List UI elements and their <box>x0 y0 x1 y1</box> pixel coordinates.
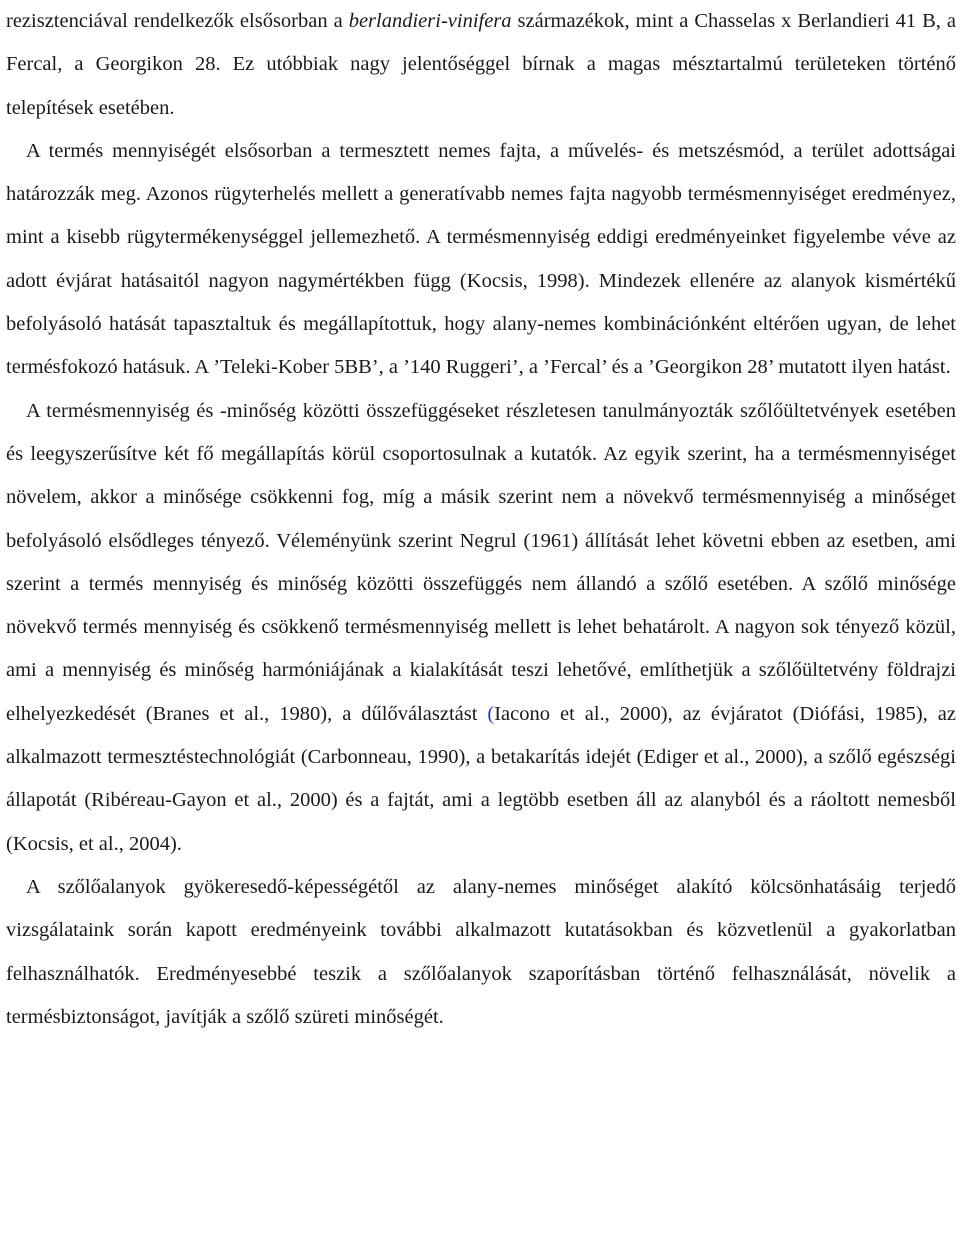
paragraph-2 <box>6 130 956 390</box>
text-run: Iacono et al., 2000), az évjáratot (Diófási, 1985), az alkalmazott termesztéstechnológiát (Carbonneau, 1990), a betakarítás idejét (Ediger et al., 2000), a szőlő egészségi állapotát (Ribéreau-Gayon et al., 2000) és a fajtát, ami a legtöbb esetben áll az alanyból és a ráoltott nemesből (Kocsis, et al., 2004). <box>6 702 956 855</box>
text-run: rezisztenciával rendelkezők elsősorban a <box>6 10 349 32</box>
paragraph-4 <box>6 866 956 1039</box>
text-run: származékok, mint a Chasselas x Berlandieri 41 B, a Fercal, a Georgikon 28. Ez utóbbiak nagy jelentőséggel bírnak a magas mésztartalmú területeken történő telepítések esetében. <box>6 10 956 119</box>
document-page <box>6 0 956 1039</box>
text-run: A szőlőalanyok gyökeresedő-képességétől az alany-nemes minőséget alakító kölcsönhatásáig terjedő vizsgálataink során kapott eredményeink további alkalmazott kutatásokban és közvetlenül a gyakorlatban felhasználhatók. Eredményesebbé teszik a szőlőalanyok szaporításban történő felhasználását, növelik a termésbiztonságot, javítják a szőlő szüreti minőségét. <box>6 875 956 1028</box>
text-run: A termésmennyiség és -minőség közötti összefüggéseket részletesen tanulmányozták szőlőültetvények esetében és leegyszerűsítve két fő megállapítás körül csoportosulnak a kutatók. Az egyik szerint, ha a termésmennyiséget növelem, akkor a minősége csökkenni fog, míg a másik szerint nem a növekvő termésmennyiség a minőséget befolyásoló elsődleges tényező. Véleményünk szerint Negrul (1961) állítását lehet követni ebben az esetben, ami szerint a termés mennyiség és minőség közötti összefüggés nem állandó a szőlő esetében. A szőlő minősége növekvő termés mennyiség és csökkenő termésmennyiség mellett is lehet behatárolt. A nagyon sok tényező közül, ami a mennyiség és minőség harmóniájának a kialakítását teszi lehetővé, említhetjük a szőlőültetvény földrajzi elhelyezkedését (Branes et al., 1980), a dűlőválasztást <box>6 399 956 725</box>
italic-term: berlandieri-vinifera <box>348 10 512 32</box>
blue-parenthesis: ( <box>487 702 495 725</box>
paragraph-3 <box>6 390 956 866</box>
paragraph-1 <box>6 0 956 130</box>
text-run: A termés mennyiségét elsősorban a termesztett nemes fajta, a művelés- és metszésmód, a terület adottságai határozzák meg. Azonos rügyterhelés mellett a generatívabb nemes fajta nagyobb termésmennyiséget eredményez, mint a kisebb rügytermékenységgel jellemezhető. A termésmennyiség eddigi eredményeinket figyelembe véve az adott évjárat hatásaitól nagyon nagymértékben függ (Kocsis, 1998). Mindezek ellenére az alanyok kismértékű befolyásoló hatását tapasztaltuk és megállapítottuk, hogy alany-nemes kombinációnként eltérően ugyan, de lehet termésfokozó hatásuk. A ’Teleki-Kober 5BB’, a ’140 Ruggeri’, a ’Fercal’ és a ’Georgikon 28’ mutatott ilyen hatást. <box>6 139 956 379</box>
